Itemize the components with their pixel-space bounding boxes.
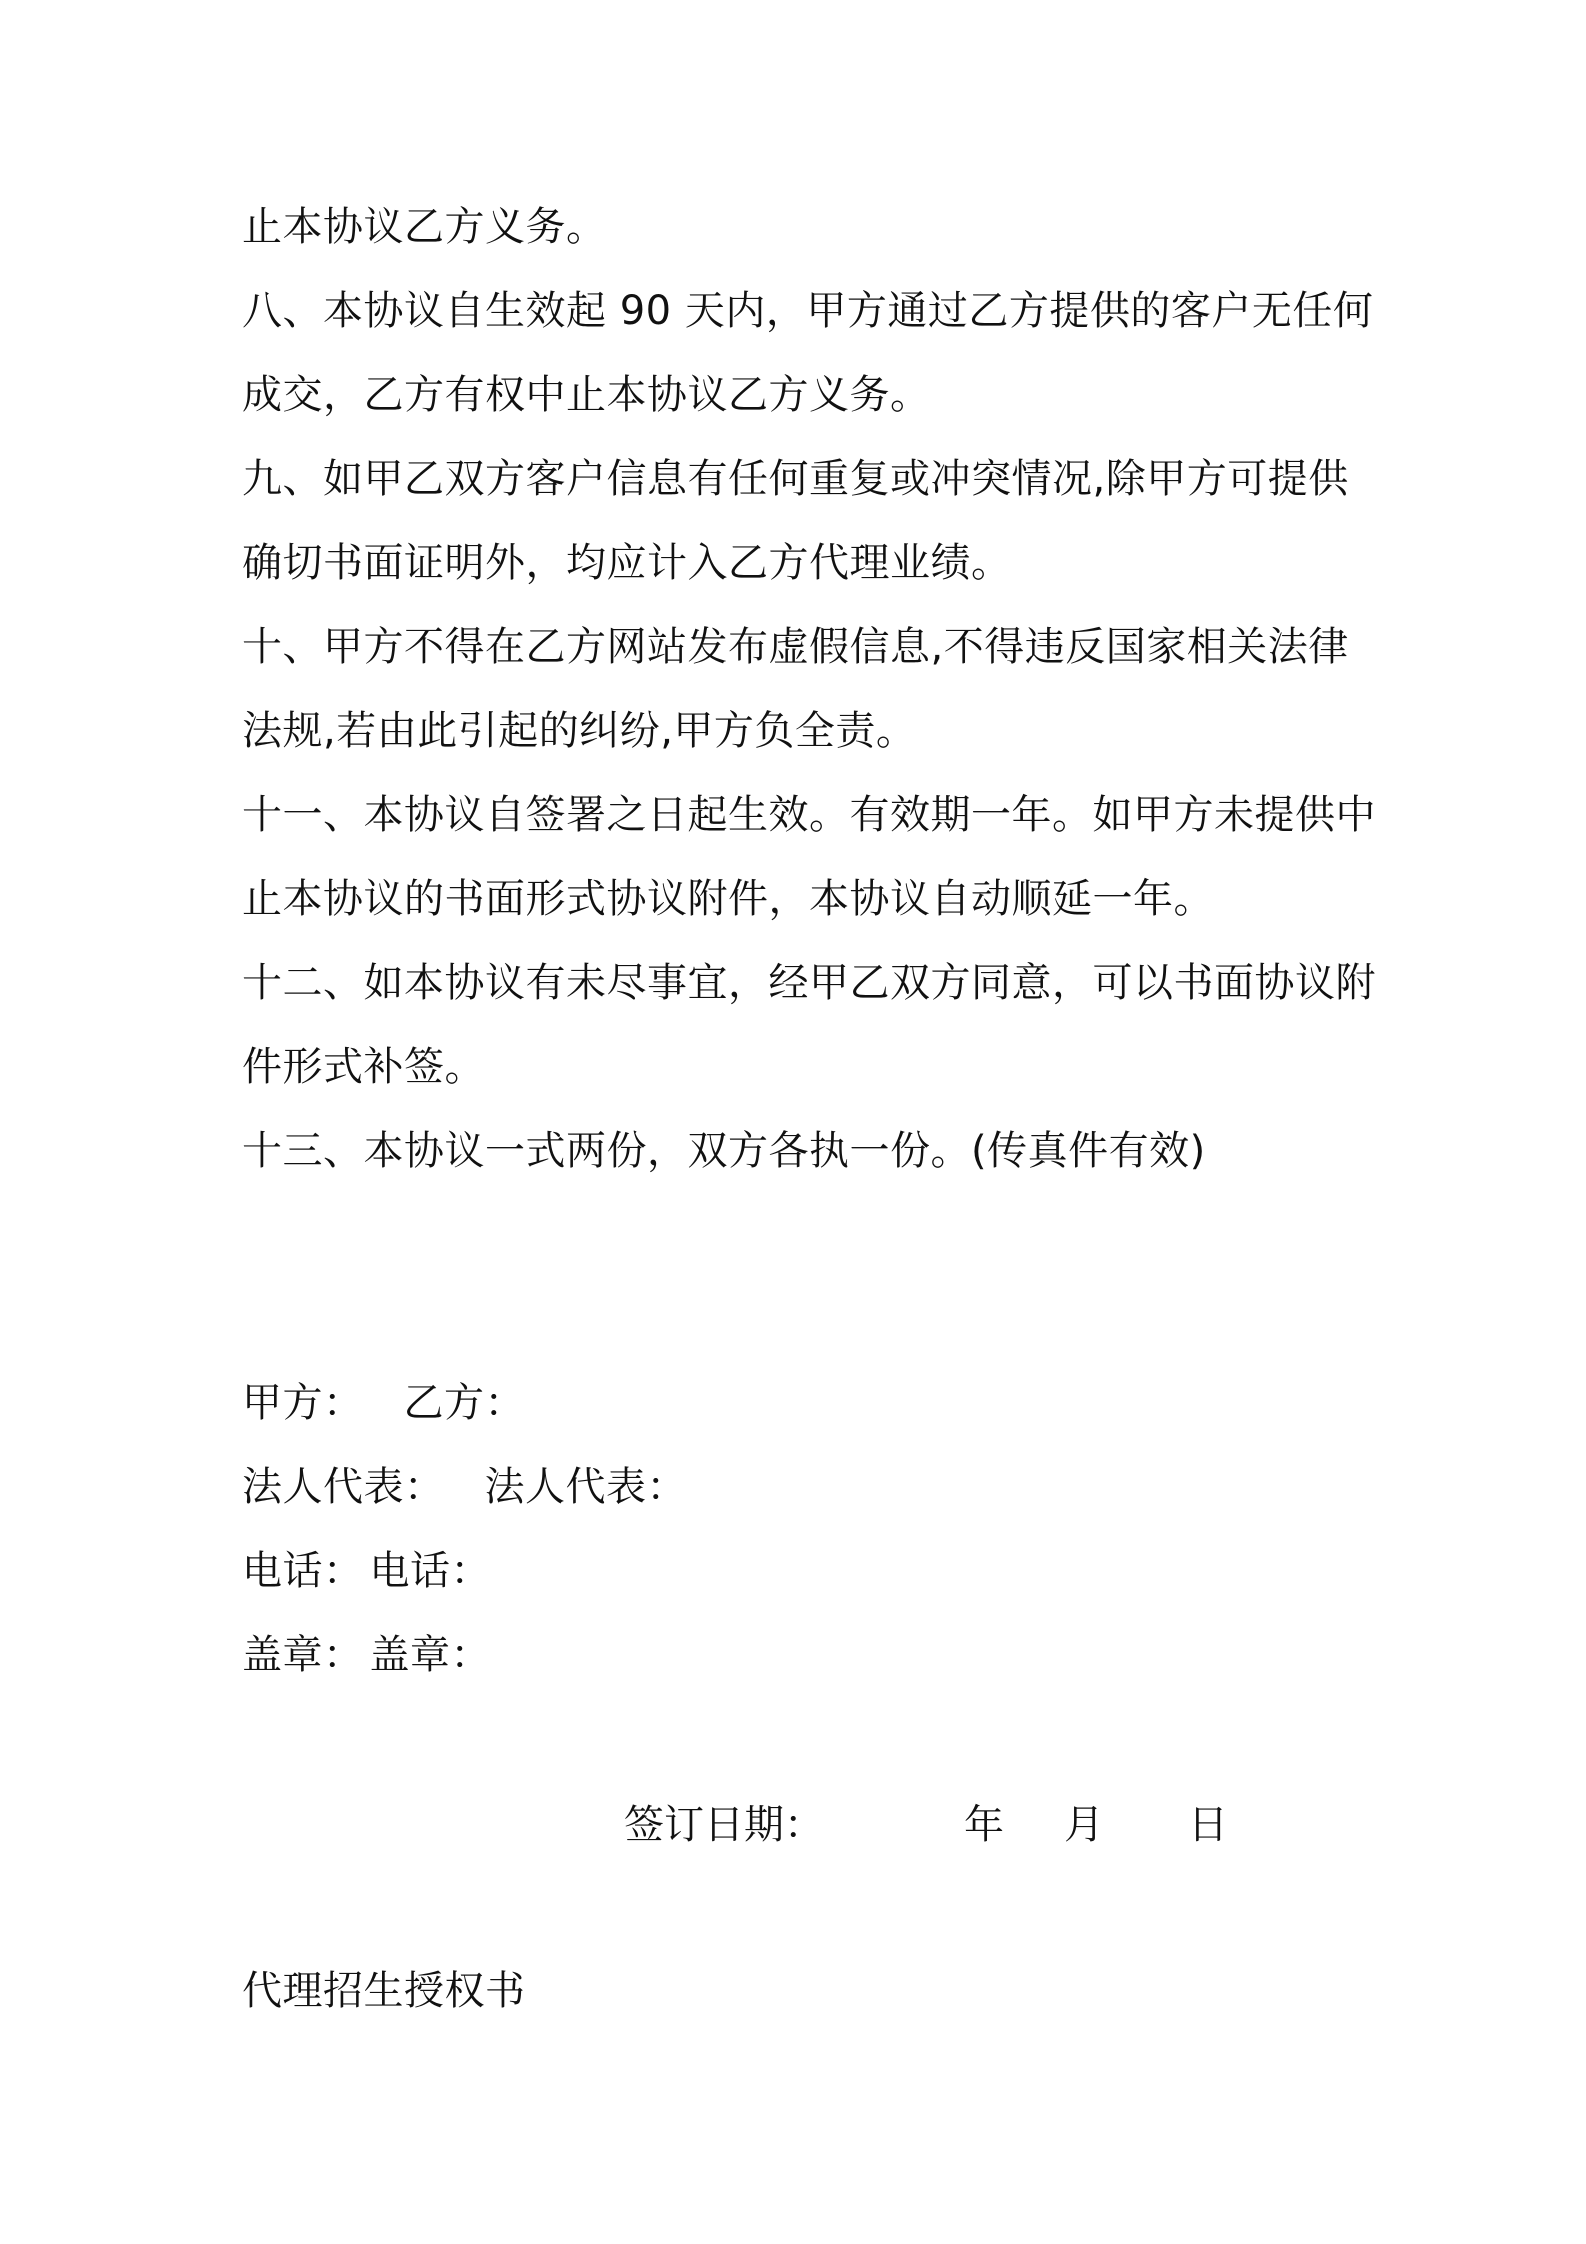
clause-10-line-1: 十、甲方不得在乙方网站发布虚假信息,不得违反国家相关法律	[242, 624, 1349, 670]
date-year-label: 年	[964, 1802, 1004, 1848]
phone-a-label: 电话：	[242, 1548, 364, 1594]
phone-b-label: 电话：	[369, 1548, 491, 1594]
rep-b-label: 法人代表：	[484, 1464, 687, 1510]
clause-12-line-2: 件形式补签。	[242, 1044, 485, 1090]
next-section-title: 代理招生授权书	[242, 1968, 526, 2014]
seal-a-label: 盖章：	[242, 1632, 364, 1678]
clause-9-line-2: 确切书面证明外，均应计入乙方代理业绩。	[242, 540, 1012, 586]
clause-12-line-1: 十二、如本协议有未尽事宜，经甲乙双方同意，可以书面协议附	[242, 960, 1376, 1006]
clause-13-line-1: 十三、本协议一式两份，双方各执一份。(传真件有效)	[242, 1128, 1206, 1174]
signature-seal-row	[242, 1630, 491, 1680]
signing-date-row	[624, 1800, 1228, 1850]
clause-11-line-2: 止本协议的书面形式协议附件，本协议自动顺延一年。	[242, 876, 1214, 922]
seal-b-label: 盖章：	[369, 1632, 491, 1678]
rep-a-label: 法人代表：	[242, 1464, 445, 1510]
party-a-label: 甲方：	[242, 1380, 364, 1426]
party-b-label: 乙方：	[403, 1380, 525, 1426]
date-month-label: 月	[1064, 1802, 1104, 1848]
signature-rep-row	[242, 1462, 687, 1512]
clause-8-line-2: 成交，乙方有权中止本协议乙方义务。	[242, 372, 931, 418]
clause-10-line-2: 法规,若由此引起的纠纷,甲方负全责。	[242, 708, 917, 754]
clause-8-line-1: 八、本协议自生效起 90 天内，甲方通过乙方提供的客户无任何	[242, 288, 1374, 334]
signature-phone-row	[242, 1546, 491, 1596]
clause-line-1: 止本协议乙方义务。	[242, 204, 607, 250]
clause-11-line-1: 十一、本协议自签署之日起生效。有效期一年。如甲方未提供中	[242, 792, 1376, 838]
signature-party-row	[242, 1378, 525, 1428]
date-day-label: 日	[1188, 1802, 1228, 1848]
clause-9-line-1: 九、如甲乙双方客户信息有任何重复或冲突情况,除甲方可提供	[242, 456, 1349, 502]
signing-date-label: 签订日期：	[624, 1802, 824, 1848]
